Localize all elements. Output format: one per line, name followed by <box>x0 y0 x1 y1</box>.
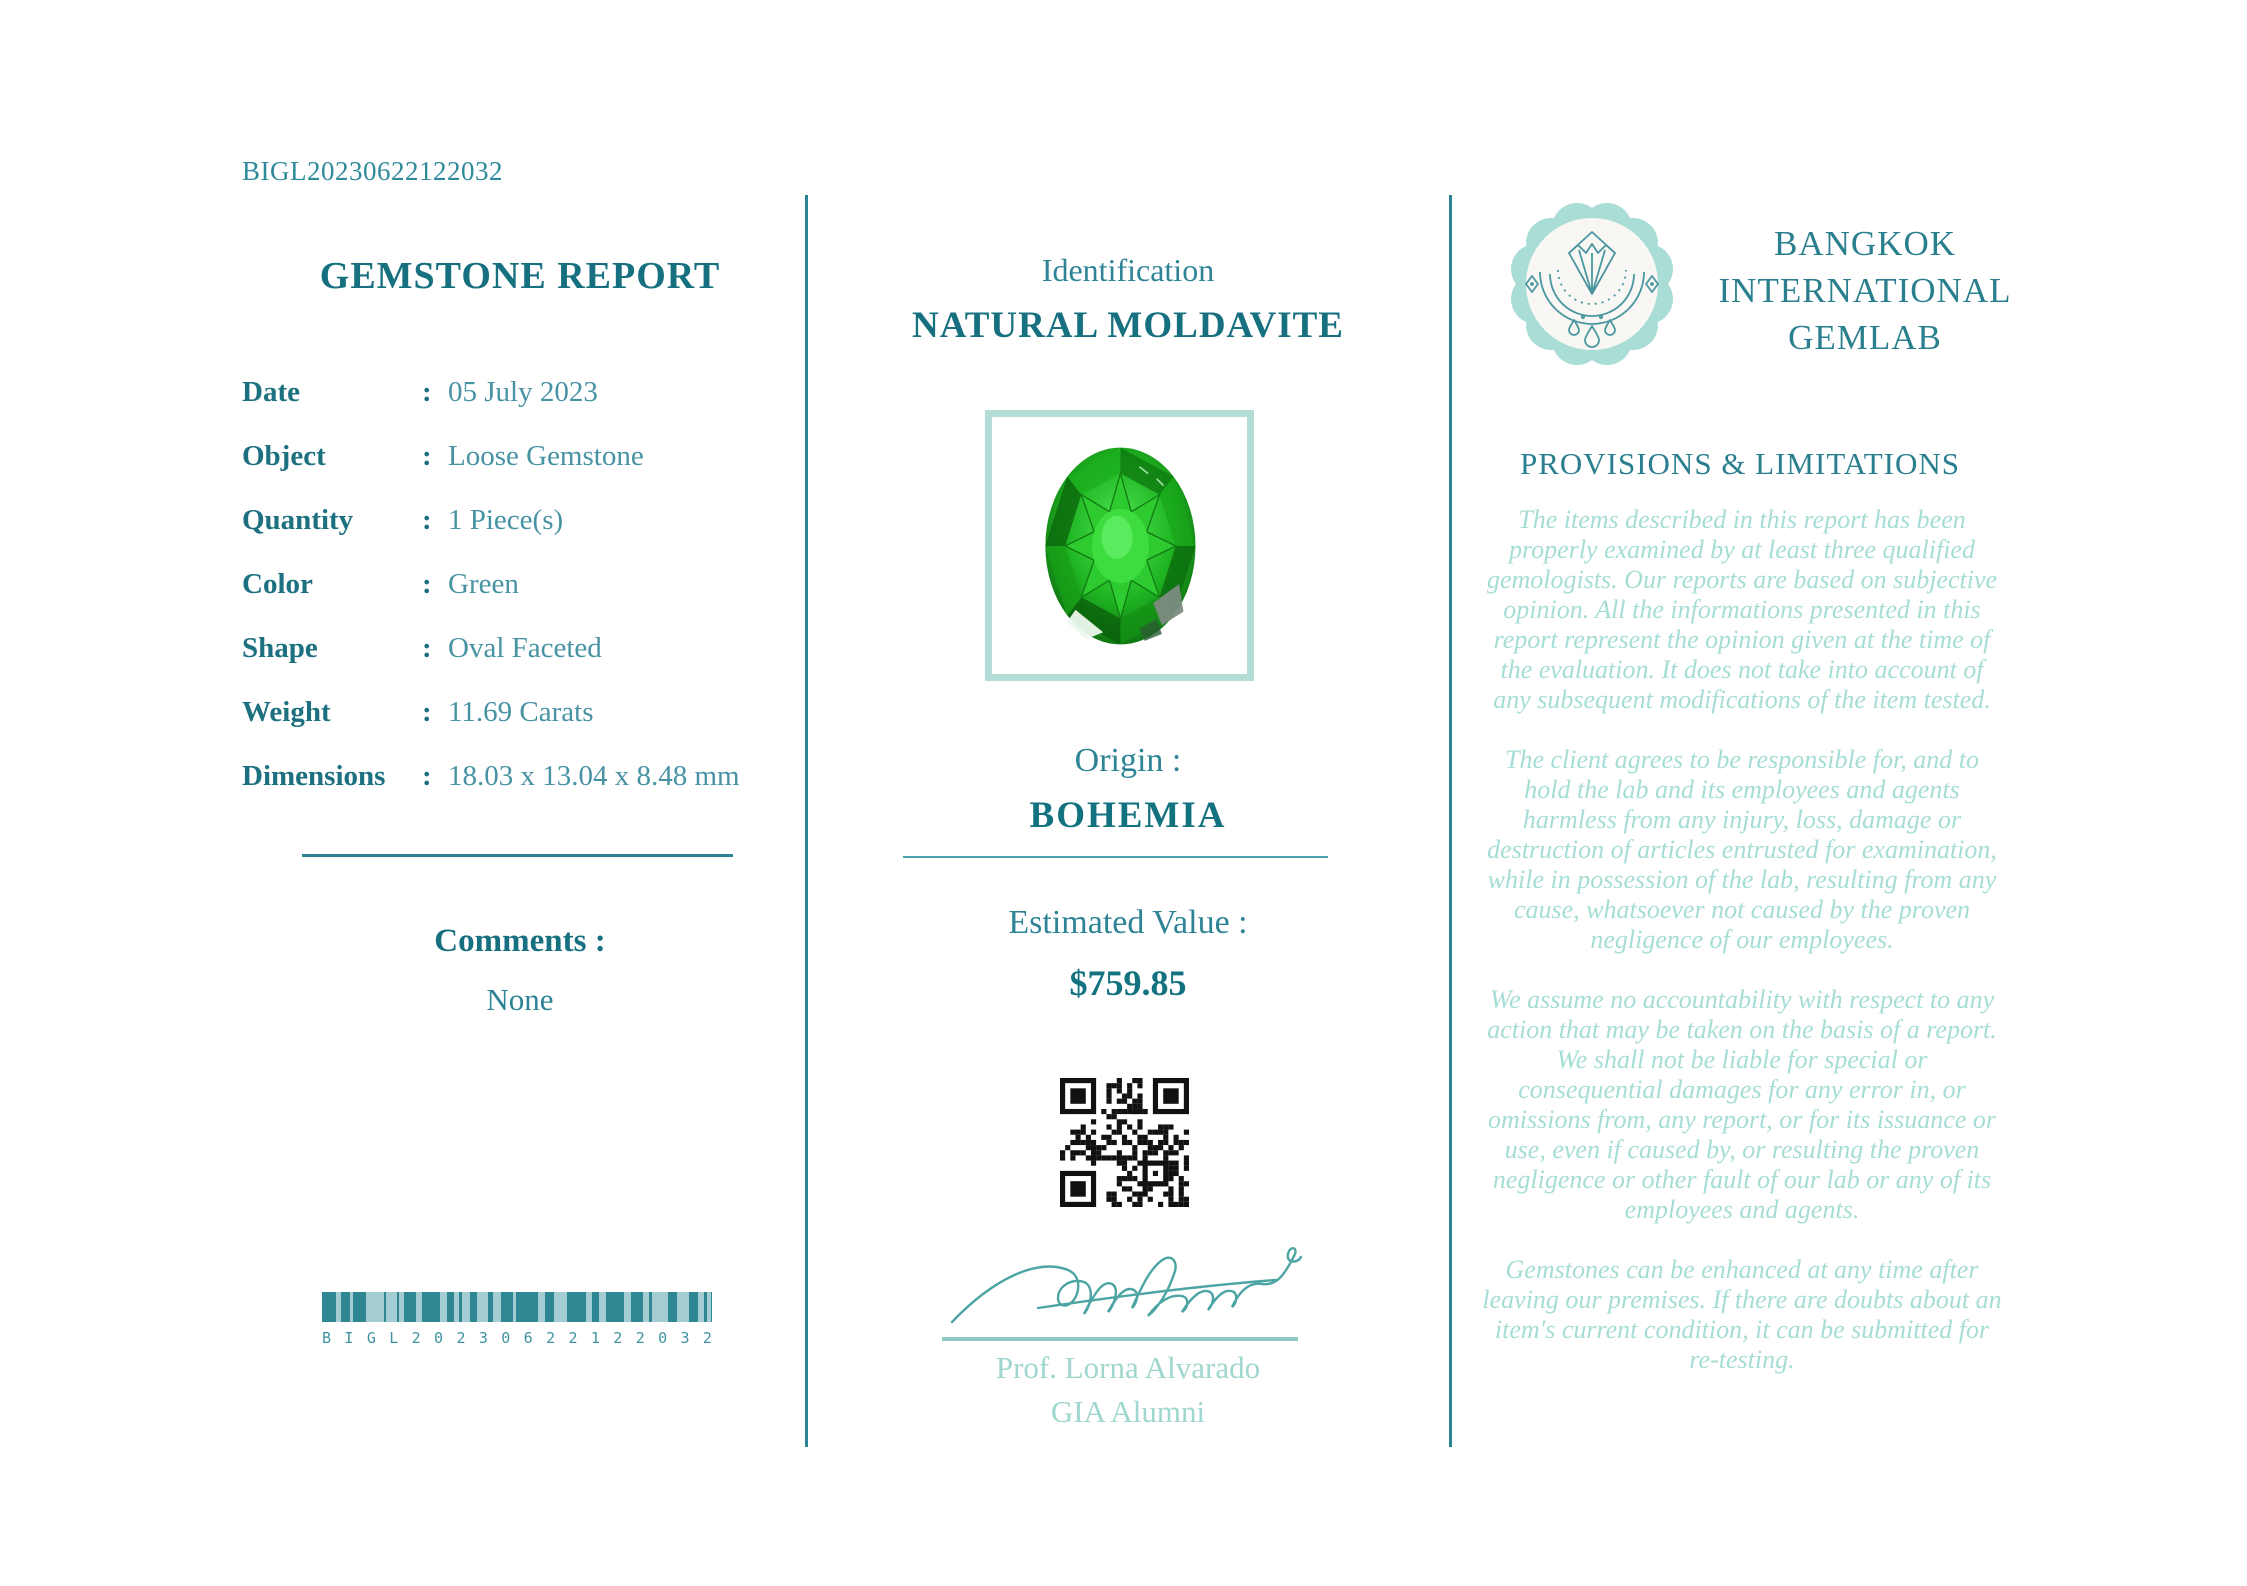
barcode-char: I <box>344 1329 354 1347</box>
detail-value: Green <box>448 567 519 600</box>
barcode-text <box>322 1329 712 1347</box>
provisions-paragraph: The items described in this report has been properly examined by at least three qualified gemologists. Our reports are based on subjective opinion. All the informations presented in this report represent the opinion given at the time of the evaluation. It does not take into account of any subsequent modifications of the item tested. <box>1486 505 1998 714</box>
identification-value: NATURAL MOLDAVITE <box>912 305 1344 346</box>
details-table <box>242 360 802 808</box>
origin-label: Origin : <box>1074 742 1182 779</box>
lab-name-line: INTERNATIONAL <box>1718 271 2012 310</box>
barcode-char: 2 <box>411 1329 421 1347</box>
estimated-value-label: Estimated Value : <box>1008 904 1248 941</box>
detail-label: Quantity <box>242 503 354 536</box>
barcode-char: B <box>322 1329 332 1347</box>
barcode-char: 0 <box>658 1329 668 1347</box>
provisions-paragraph: Gemstones can be enhanced at any time after leaving our premises. If there are doubts about an item's current condition, it can be submitted for re-testing. <box>1482 1255 2002 1374</box>
barcode-char: 2 <box>635 1329 645 1347</box>
signatory-name: Prof. Lorna Alvarado <box>995 1350 1261 1385</box>
barcode-bars <box>322 1292 712 1322</box>
detail-value: 05 July 2023 <box>448 375 598 408</box>
detail-label: Dimensions <box>242 759 386 792</box>
detail-colon: : <box>422 695 432 728</box>
barcode-char: L <box>389 1329 399 1347</box>
signature-image <box>946 1224 1306 1336</box>
detail-colon: : <box>422 631 432 664</box>
table-row <box>242 744 802 808</box>
barcode-char: 2 <box>546 1329 556 1347</box>
signatory-title: GIA Alumni <box>1050 1394 1206 1429</box>
detail-value: 18.03 x 13.04 x 8.48 mm <box>448 759 740 792</box>
table-row <box>242 360 802 424</box>
report-number: BIGL20230622122032 <box>242 156 503 186</box>
barcode-char: 2 <box>456 1329 466 1347</box>
provisions-paragraph: We assume no accountability with respect to any action that may be taken on the basis of a report. We shall not be liable for special or consequential damages for any error in, or omissions from, any report, or for its issuance or use, even if caused by, or resulting the proven negligence or other fault of our lab or any of its employees and agents. <box>1487 985 1997 1224</box>
detail-label: Color <box>242 567 313 600</box>
table-row <box>242 680 802 744</box>
detail-label: Date <box>242 375 300 408</box>
column-divider-right <box>1449 195 1452 1447</box>
table-row <box>242 424 802 488</box>
lab-name-line: GEMLAB <box>1788 318 1942 357</box>
column-divider-left <box>805 195 808 1447</box>
provisions-text <box>1482 505 2002 1405</box>
detail-colon: : <box>422 759 432 792</box>
detail-label: Weight <box>242 695 331 728</box>
qr-code <box>1060 1078 1189 1207</box>
barcode-char: 3 <box>478 1329 488 1347</box>
detail-value: 1 Piece(s) <box>448 503 564 536</box>
detail-label: Shape <box>242 631 318 664</box>
barcode-char: 6 <box>523 1329 533 1347</box>
detail-colon: : <box>422 439 432 472</box>
barcode-char: 2 <box>702 1329 712 1347</box>
gemlab-logo <box>1506 198 1678 370</box>
gemstone-image <box>1010 426 1230 666</box>
table-row <box>242 552 802 616</box>
barcode-char: 3 <box>680 1329 690 1347</box>
comments-label: Comments : <box>434 923 606 959</box>
provisions-title: PROVISIONS & LIMITATIONS <box>1519 446 1961 481</box>
barcode-char: G <box>366 1329 376 1347</box>
detail-colon: : <box>422 503 432 536</box>
barcode-char: 0 <box>501 1329 511 1347</box>
barcode <box>322 1292 712 1347</box>
detail-value: Oval Faceted <box>448 631 602 664</box>
signature-divider <box>942 1337 1298 1341</box>
identification-label: Identification <box>1041 252 1215 288</box>
barcode-char: 1 <box>590 1329 600 1347</box>
table-row <box>242 616 802 680</box>
lab-name-line: BANGKOK <box>1774 224 1956 263</box>
estimated-value-amount: $759.85 <box>1069 963 1187 1003</box>
barcode-char: 0 <box>434 1329 444 1347</box>
origin-divider <box>903 856 1328 858</box>
comments-value: None <box>486 982 554 1017</box>
detail-colon: : <box>422 567 432 600</box>
report-title: GEMSTONE REPORT <box>319 255 721 297</box>
gem-photo-frame <box>985 410 1254 681</box>
detail-value: Loose Gemstone <box>448 439 644 472</box>
table-row <box>242 488 802 552</box>
provisions-paragraph: The client agrees to be responsible for, and to hold the lab and its employees and agents harmless from any injury, loss, damage or destruction of articles entrusted for examination, while in possession of the lab, resulting from any cause, whatsoever not caused by the proven negligence of our employees. <box>1487 745 1997 954</box>
detail-value: 11.69 Carats <box>448 695 594 728</box>
comments-divider <box>302 854 733 857</box>
barcode-char: 2 <box>568 1329 578 1347</box>
lab-name <box>1690 220 2040 361</box>
origin-value: BOHEMIA <box>1029 795 1227 836</box>
barcode-char: 2 <box>613 1329 623 1347</box>
detail-label: Object <box>242 439 326 472</box>
detail-colon: : <box>422 375 432 408</box>
